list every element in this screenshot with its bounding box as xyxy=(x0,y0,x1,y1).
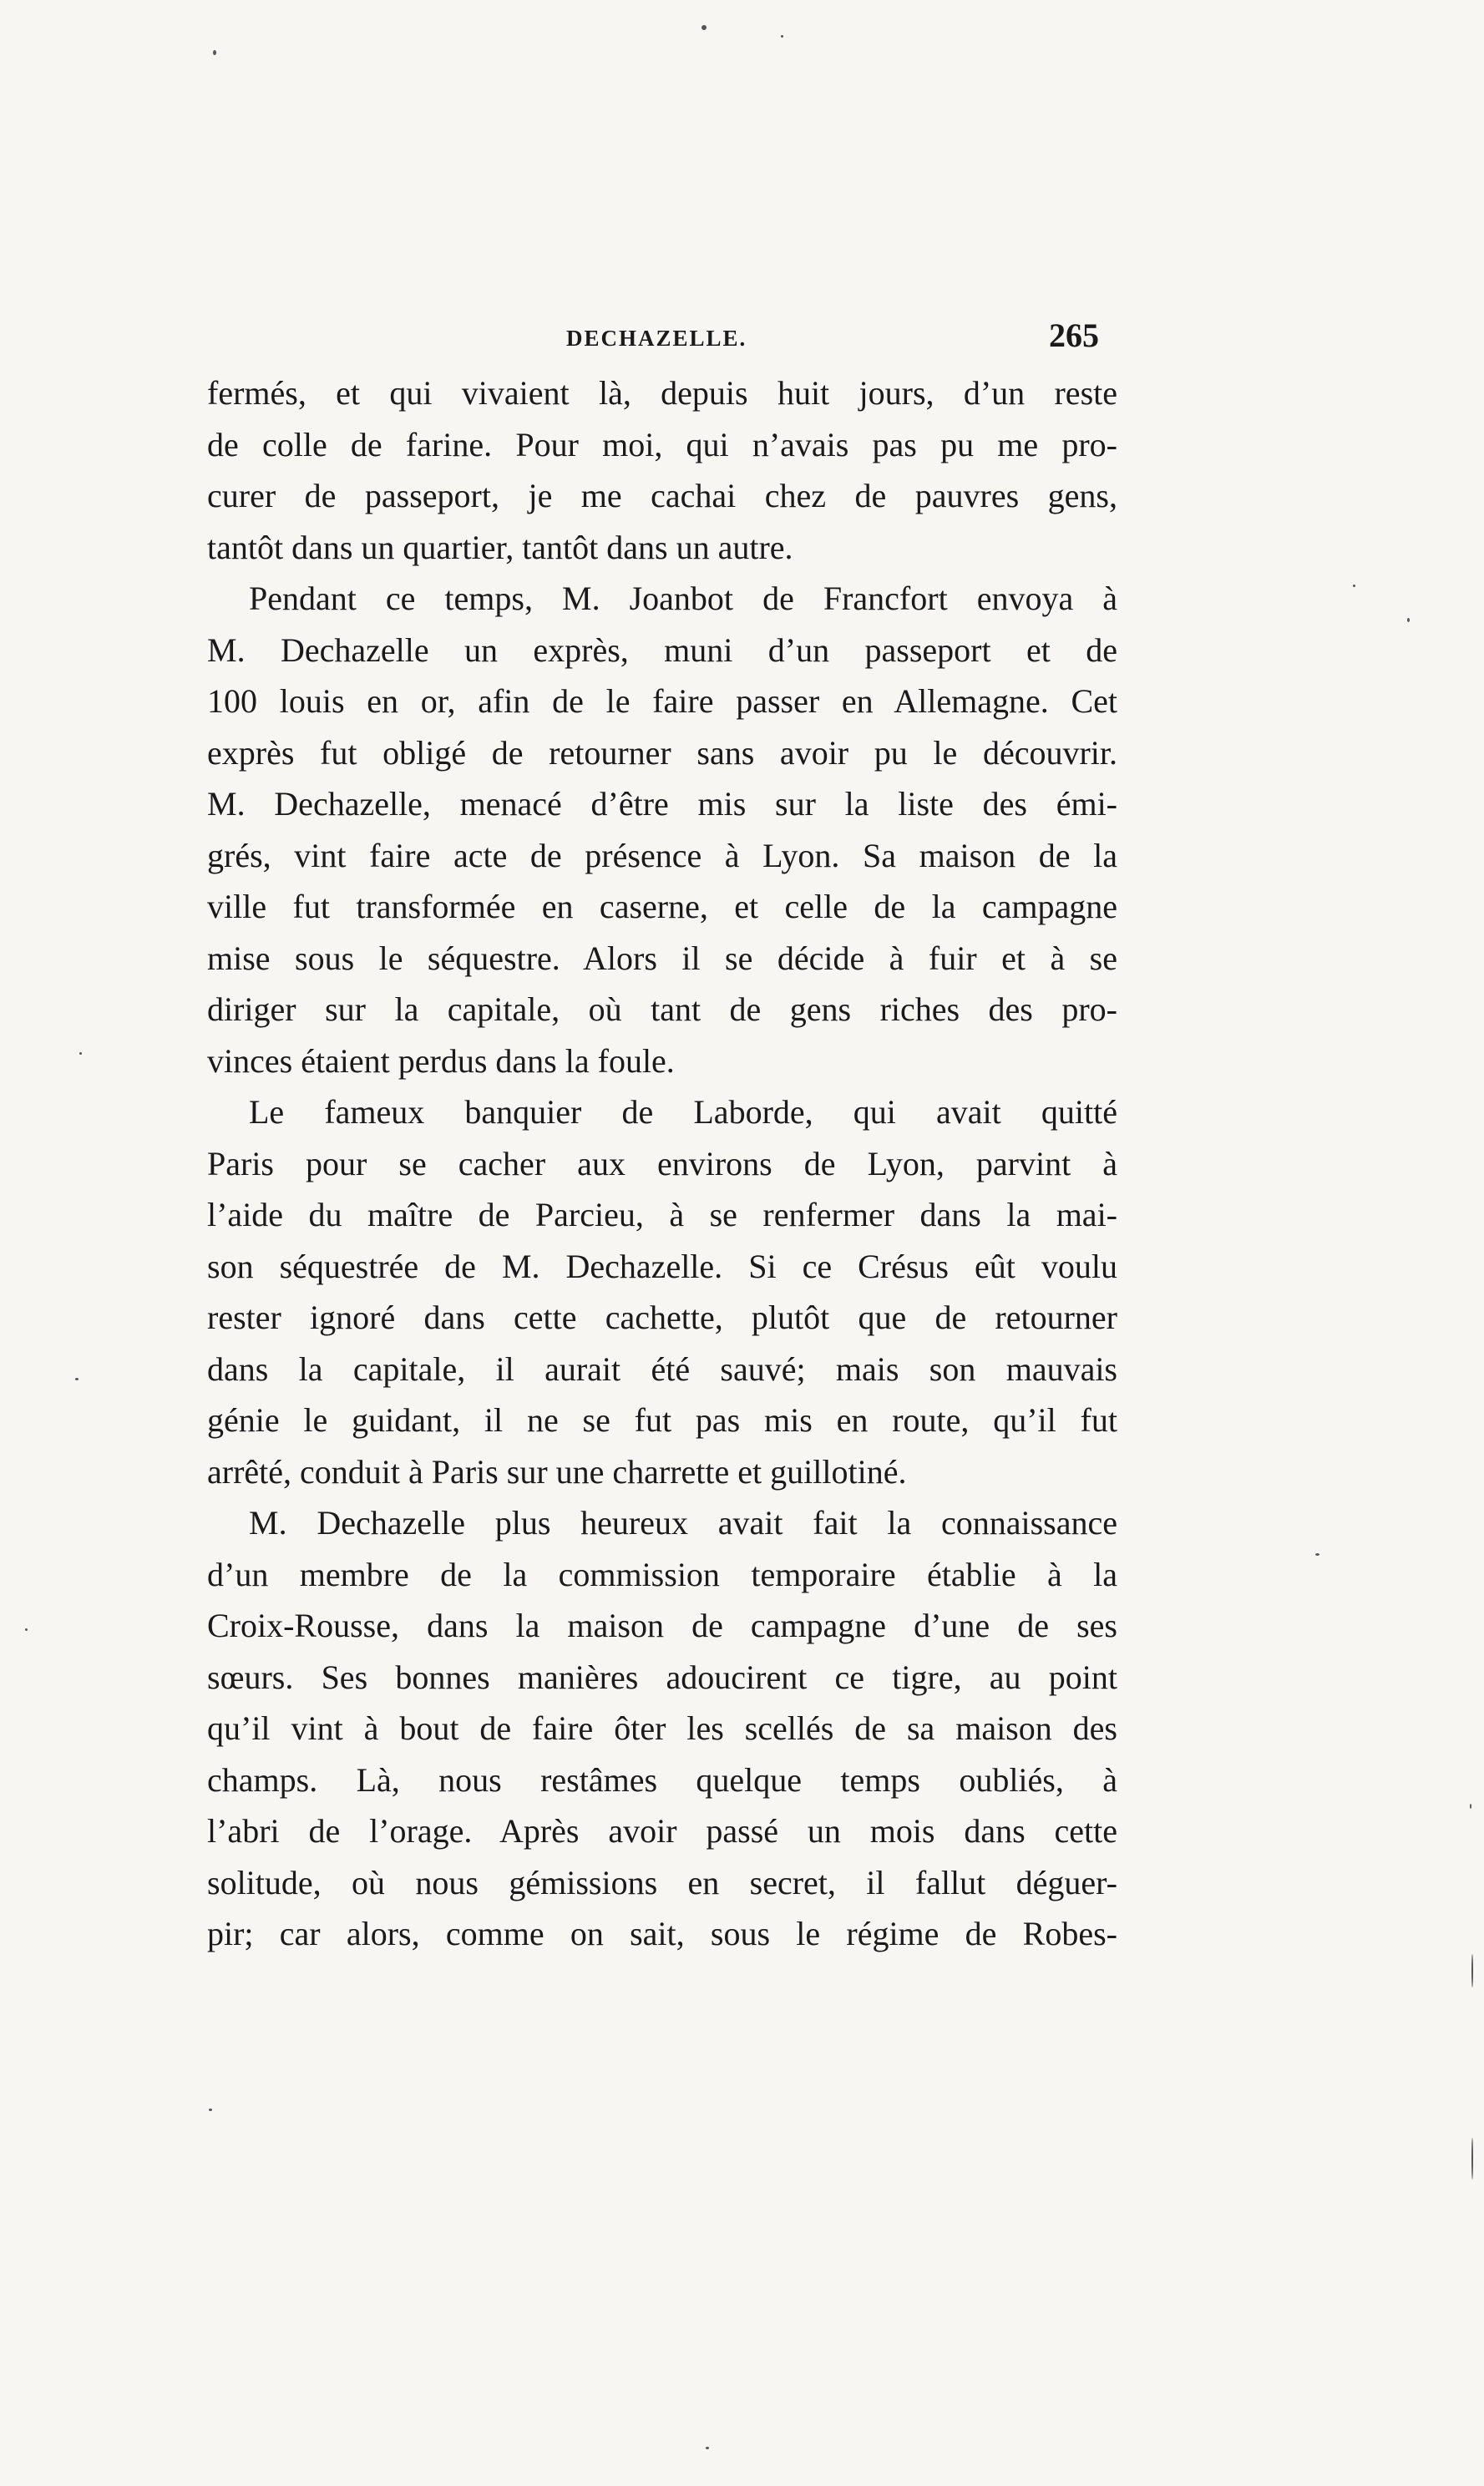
text-line: M. Dechazelle, menacé d’être mis sur la liste des émi- xyxy=(207,785,1117,823)
body-text xyxy=(207,367,1117,1960)
text-line: Pendant ce temps, M. Joanbot de Francfort envoya à xyxy=(249,580,1117,617)
text-line: M. Dechazelle un exprès, muni d’un passeport et de xyxy=(207,630,1117,669)
paragraph-4 xyxy=(207,1497,1117,1960)
text-line: d’un membre de la commission temporaire établie à la xyxy=(207,1555,1117,1593)
scan-speck xyxy=(1315,1553,1319,1556)
paragraph-3 xyxy=(207,1086,1117,1497)
scan-speck xyxy=(209,2109,212,2111)
scan-speck xyxy=(1471,2138,1473,2180)
text-line: de colle de farine. Pour moi, qui n’avais pas pu me pro- xyxy=(207,425,1117,463)
page-header xyxy=(207,316,1117,366)
scan-speck xyxy=(1471,1954,1473,1987)
paragraph-2 xyxy=(207,573,1117,1086)
running-title: DECHAZELLE. xyxy=(566,326,747,351)
scan-speck xyxy=(701,25,707,30)
text-line: tantôt dans un quartier, tantôt dans un autre. xyxy=(207,528,793,566)
text-line: Croix-Rousse, dans la maison de campagne d’une de ses xyxy=(207,1607,1117,1644)
text-line: diriger sur la capitale, où tant de gens riches des pro- xyxy=(207,990,1117,1028)
text-line: dans la capitale, il aurait été sauvé; mais son mauvais xyxy=(207,1349,1117,1388)
text-line: son séquestrée de M. Dechazelle. Si ce Crésus eût voulu xyxy=(207,1247,1117,1285)
text-line: 100 louis en or, afin de le faire passer en Allemagne. Cet xyxy=(207,682,1117,720)
scan-speck xyxy=(706,2447,709,2449)
scan-speck xyxy=(1353,585,1355,587)
text-line: mise sous le séquestre. Alors il se décide à fuir et à se xyxy=(207,939,1117,977)
scan-speck xyxy=(75,1378,79,1380)
text-line: arrêté, conduit à Paris sur une charrette et guillotiné. xyxy=(207,1452,907,1491)
text-line: fermés, et qui vivaient là, depuis huit jours, d’un reste xyxy=(207,374,1117,412)
text-line: Paris pour se cacher aux environs de Lyon, parvint à xyxy=(207,1144,1117,1182)
text-line: Le fameux banquier de Laborde, qui avait quitté xyxy=(249,1093,1117,1131)
text-line: qu’il vint à bout de faire ôter les scellés de sa maison des xyxy=(207,1709,1117,1747)
text-line: exprès fut obligé de retourner sans avoir pu le découvrir. xyxy=(207,733,1117,772)
text-line: génie le guidant, il ne se fut pas mis en route, qu’il fut xyxy=(207,1401,1117,1439)
scan-speck xyxy=(213,50,216,55)
scan-speck xyxy=(781,35,783,38)
scan-speck xyxy=(1407,618,1410,622)
paragraph-1 xyxy=(207,367,1117,573)
text-line: pir; car alors, comme on sait, sous le régime de Robes- xyxy=(207,1915,1117,1952)
text-line: vinces étaient perdus dans la foule. xyxy=(207,1041,675,1080)
scan-speck xyxy=(1470,1804,1471,1809)
text-line: solitude, où nous gémissions en secret, il fallut déguer- xyxy=(207,1863,1117,1901)
text-line: rester ignoré dans cette cachette, plutôt que de retourner xyxy=(207,1299,1117,1336)
text-line: l’abri de l’orage. Après avoir passé un mois dans cette xyxy=(207,1812,1117,1850)
text-line: M. Dechazelle plus heureux avait fait la connaissance xyxy=(249,1504,1117,1542)
text-line: champs. Là, nous restâmes quelque temps oubliés, à xyxy=(207,1760,1117,1799)
text-line: grés, vint faire acte de présence à Lyon. Sa maison de la xyxy=(207,836,1117,874)
text-line: ville fut transformée en caserne, et celle de la campagne xyxy=(207,888,1117,925)
page-number: 265 xyxy=(1049,316,1099,354)
scan-speck xyxy=(79,1052,82,1055)
text-line: l’aide du maître de Parcieu, à se renfermer dans la mai- xyxy=(207,1196,1117,1233)
text-line: curer de passeport, je me cachai chez de pauvres gens, xyxy=(207,477,1117,514)
text-line: sœurs. Ses bonnes manières adoucirent ce tigre, au point xyxy=(207,1658,1117,1696)
scan-speck xyxy=(25,1628,28,1631)
